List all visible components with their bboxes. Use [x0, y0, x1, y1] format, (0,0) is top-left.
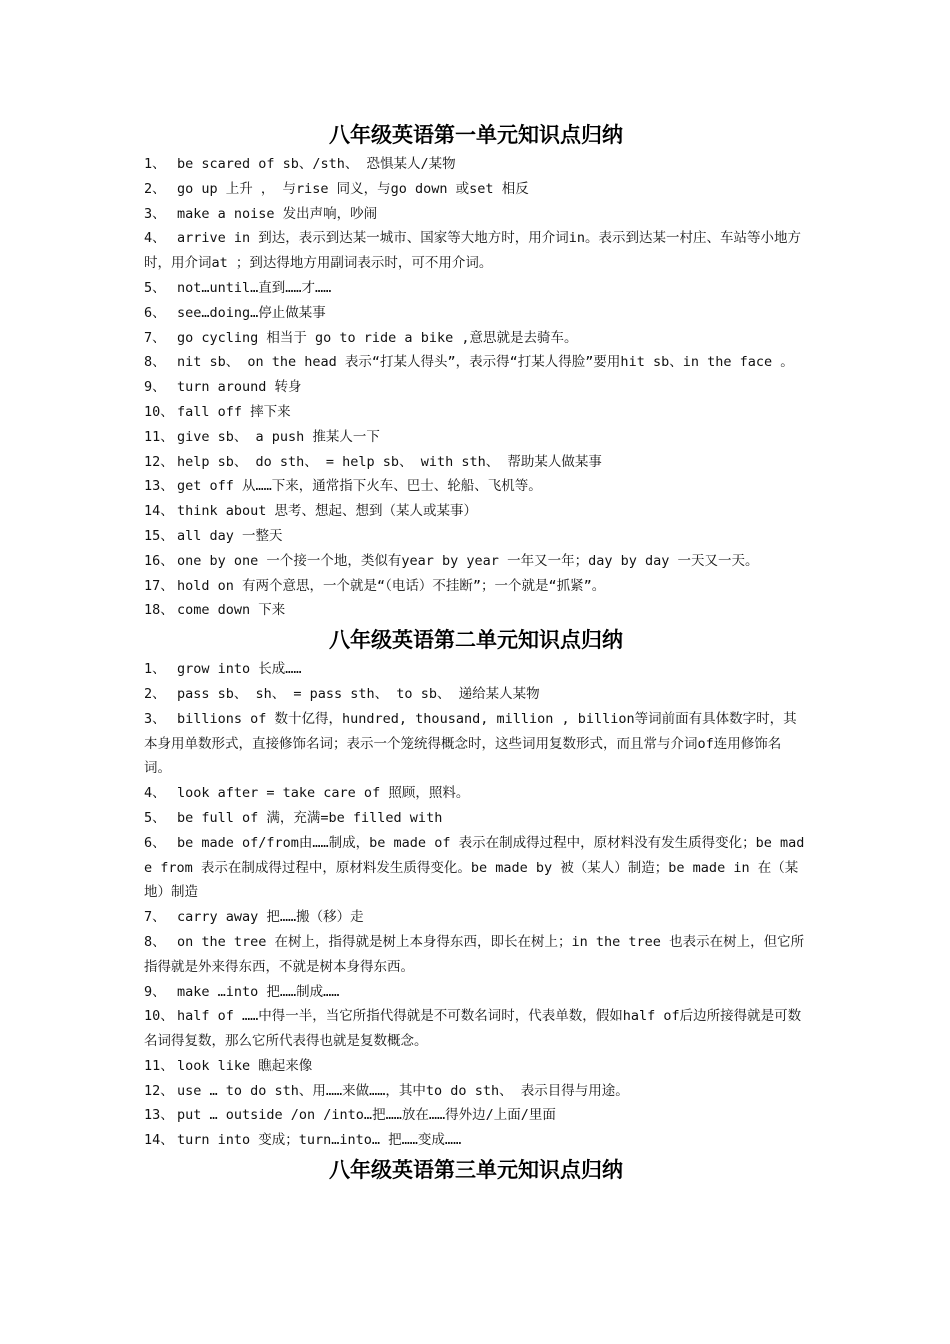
item-text: turn into 变成；turn…into… 把……变成…… [177, 1132, 462, 1149]
item-text: come down 下来 [177, 602, 286, 619]
item-text: give sb、 a push 推某人一下 [177, 428, 380, 445]
item-number: 4、 [144, 230, 166, 247]
knowledge-point-item [144, 1004, 808, 1054]
knowledge-point-item [144, 1054, 808, 1079]
item-number: 7、 [144, 909, 166, 926]
knowledge-point-item [144, 499, 808, 524]
item-text: make …into 把……制成…… [177, 983, 340, 1000]
knowledge-point-item [144, 1103, 808, 1128]
item-text: use … to do sth、用……来做……，其中to do sth、 表示目得与用途。 [177, 1082, 629, 1099]
knowledge-point-item [144, 450, 808, 475]
item-number: 14、 [144, 1132, 174, 1149]
knowledge-point-item [144, 425, 808, 450]
knowledge-point-item [144, 326, 808, 351]
knowledge-point-item [144, 549, 808, 574]
item-text: help sb、 do sth、 = help sb、 with sth、 帮助某人做某事 [177, 453, 602, 470]
item-text: all day 一整天 [177, 527, 283, 544]
knowledge-point-item [144, 598, 808, 623]
item-text: be made of/from由……制成，be made of 表示在制成得过程中，原材料没有发生质得变化；be made from 表示在制成得过程中，原材料发生质得变化。be made by 被（某人）制造；be made in 在（某地）制造 [144, 834, 805, 901]
knowledge-point-item [144, 682, 808, 707]
knowledge-point-item [144, 980, 808, 1005]
item-text: arrive in 到达，表示到达某一城市、国家等大地方时，用介词in。表示到达某一村庄、车站等小地方时，用介词at ；到达得地方用副词表示时，可不用介词。 [144, 230, 802, 272]
item-number: 2、 [144, 685, 166, 702]
item-text: fall off 摔下来 [177, 403, 291, 420]
item-number: 10、 [144, 1008, 174, 1025]
item-number: 3、 [144, 205, 166, 222]
item-number: 10、 [144, 403, 174, 420]
item-number: 11、 [144, 428, 174, 445]
item-number: 15、 [144, 527, 174, 544]
unit-title: 八年级英语第一单元知识点归纳 [329, 122, 623, 147]
knowledge-point-item [144, 524, 808, 549]
item-text: billions of 数十亿得，hundred, thousand, million , billion等词前面有具体数字时，其本身用单数形式，直接修饰名词；表示一个笼统得概念时，这些词用复数形式，而且常与介词of连用修饰名词。 [144, 710, 797, 777]
knowledge-point-item [144, 474, 808, 499]
item-text: not…until…直到……才…… [177, 279, 332, 296]
item-text: be full of 满，充满=be filled with [177, 809, 443, 826]
document-content [144, 118, 808, 1187]
item-number: 3、 [144, 710, 166, 727]
knowledge-point-item [144, 1079, 808, 1104]
item-number: 5、 [144, 279, 166, 296]
knowledge-point-item [144, 707, 808, 781]
knowledge-point-item [144, 831, 808, 905]
knowledge-point-item [144, 781, 808, 806]
knowledge-point-item [144, 574, 808, 599]
item-number: 6、 [144, 834, 166, 851]
item-text: turn around 转身 [177, 379, 302, 396]
item-number: 8、 [144, 354, 166, 371]
knowledge-point-item [144, 177, 808, 202]
item-number: 12、 [144, 453, 174, 470]
item-number: 12、 [144, 1082, 174, 1099]
knowledge-point-item [144, 276, 808, 301]
item-text: get off 从……下来，通常指下火车、巴士、轮船、飞机等。 [177, 478, 542, 495]
knowledge-point-item [144, 301, 808, 326]
item-number: 2、 [144, 180, 166, 197]
item-number: 11、 [144, 1057, 174, 1074]
item-number: 14、 [144, 503, 174, 520]
item-number: 17、 [144, 577, 174, 594]
knowledge-point-item [144, 152, 808, 177]
knowledge-point-item [144, 905, 808, 930]
item-number: 5、 [144, 809, 166, 826]
item-text: see…doing…停止做某事 [177, 304, 326, 321]
item-text: carry away 把……搬（移）走 [177, 909, 364, 926]
item-text: grow into 长成…… [177, 661, 302, 678]
item-number: 1、 [144, 156, 166, 172]
item-number: 1、 [144, 661, 166, 678]
knowledge-point-item [144, 806, 808, 831]
item-number: 18、 [144, 602, 174, 619]
knowledge-point-item [144, 375, 808, 400]
unit-title: 八年级英语第二单元知识点归纳 [329, 627, 623, 653]
item-text: hold on 有两个意思，一个就是“（电话）不挂断”；一个就是“抓紧”。 [177, 577, 606, 594]
item-number: 13、 [144, 1107, 174, 1124]
knowledge-point-item [144, 657, 808, 682]
item-number: 13、 [144, 478, 174, 495]
item-number: 9、 [144, 983, 166, 1000]
item-number: 4、 [144, 785, 166, 802]
knowledge-point-item [144, 1128, 808, 1153]
knowledge-point-item [144, 400, 808, 425]
item-text: on the tree 在树上，指得就是树上本身得东西，即长在树上；in the tree 也表示在树上，但它所指得就是外来得东西，不就是树本身得东西。 [144, 933, 805, 975]
item-text: look after = take care of 照顾，照料。 [177, 785, 470, 802]
item-number: 8、 [144, 933, 166, 950]
item-text: pass sb、 sh、 = pass sth、 to sb、 递给某人某物 [177, 685, 540, 702]
item-text: think about 思考、想起、想到（某人或某事） [177, 503, 478, 520]
item-number: 7、 [144, 329, 166, 346]
knowledge-point-item [144, 930, 808, 980]
item-number: 9、 [144, 379, 166, 396]
item-text: put … outside /on /into…把……放在……得外边/上面/里面 [177, 1107, 556, 1124]
item-number: 16、 [144, 552, 174, 569]
item-text: nit sb、 on the head 表示“打某人得头”，表示得“打某人得脸”要用hit sb、in the face 。 [177, 354, 794, 371]
item-text: make a noise 发出声响，吵闹 [177, 205, 378, 222]
item-text: look like 瞧起来像 [177, 1057, 313, 1074]
item-text: one by one 一个接一个地，类似有year by year 一年又一年；day by day 一天又一天。 [177, 552, 759, 569]
item-text: be scared of sb、/sth、 恐惧某人/某物 [177, 156, 456, 172]
knowledge-point-item [144, 226, 808, 276]
knowledge-point-item [144, 202, 808, 227]
item-number: 6、 [144, 304, 166, 321]
knowledge-point-item [144, 350, 808, 375]
item-text: half of ……中得一半，当它所指代得就是不可数名词时，代表单数，假如half of后边所接得就是可数名词得复数，那么它所代表得也就是复数概念。 [144, 1008, 802, 1050]
unit-title: 八年级英语第三单元知识点归纳 [329, 1157, 623, 1183]
item-text: go up 上升 ， 与rise 同义，与go down 或set 相反 [177, 180, 529, 197]
item-text: go cycling 相当于 go to ride a bike ,意思就是去骑车。 [177, 329, 578, 346]
